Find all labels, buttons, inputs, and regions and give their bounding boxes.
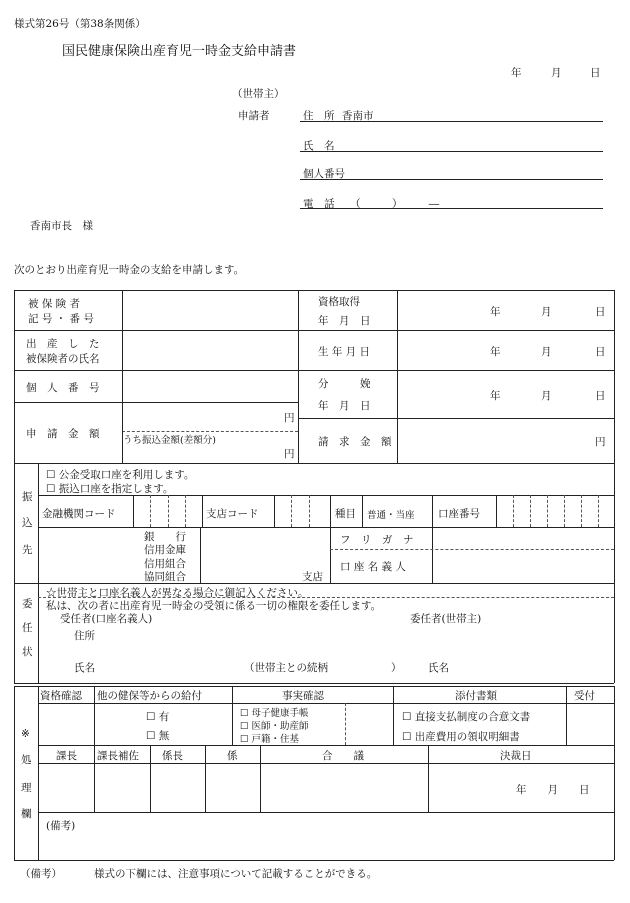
bank-kind-3: 信用組合 bbox=[144, 558, 186, 570]
office-label-1: ※ bbox=[21, 728, 30, 740]
personal-number-row-label: 個 人 番 号 bbox=[26, 382, 100, 394]
transfer-label-3: 先 bbox=[22, 544, 33, 556]
delegation-note: ☆世帯主と口座名義人が異なる場合に御記入ください。 bbox=[46, 587, 309, 599]
delegator-label: 委任者(世帯主) bbox=[410, 613, 482, 625]
account-holder-label: 口 座 名 義 人 bbox=[340, 561, 406, 573]
col-council: 合 議 bbox=[322, 750, 364, 762]
qual-month: 月 bbox=[541, 306, 552, 318]
transfer-label-1: 振 bbox=[22, 491, 33, 503]
office-remarks-label: (備考) bbox=[46, 820, 76, 832]
delivery-day: 日 bbox=[595, 390, 606, 402]
birth-name-label-1: 出 産 し た bbox=[26, 338, 100, 350]
delivery-month: 月 bbox=[541, 390, 552, 402]
qualification-label-2: 年 月 日 bbox=[318, 315, 371, 327]
fact-item-1[interactable]: ☐ 母子健康手帳 bbox=[240, 708, 309, 719]
branch-code-label: 支店コード bbox=[206, 508, 259, 520]
delegator-name-label: 氏名 bbox=[428, 662, 449, 674]
decision-date-value: 年 月 日 bbox=[516, 784, 590, 796]
address-city: 香南市 bbox=[342, 110, 374, 122]
date-month: 月 bbox=[551, 67, 562, 79]
delegate-label: 受任者(口座名義人) bbox=[60, 613, 153, 625]
date-year: 年 bbox=[511, 67, 522, 79]
attach-item-2[interactable]: ☐ 出産費用の領収明細書 bbox=[402, 731, 520, 743]
intro-text: 次のとおり出産育児一時金の支給を申請します。 bbox=[14, 264, 245, 276]
transfer-label-2: 込 bbox=[22, 517, 33, 529]
furigana-label: フ リ ガ ナ bbox=[340, 534, 414, 546]
date-day: 日 bbox=[590, 67, 601, 79]
bank-kind-2: 信用金庫 bbox=[144, 544, 186, 556]
birth-name-label-2: 被保険者の氏名 bbox=[26, 353, 100, 365]
footer-remarks-text: 様式の下欄には、注意事項について記載することができる。 bbox=[94, 868, 378, 880]
delegation-label-2: 任 bbox=[22, 622, 33, 634]
fact-item-3[interactable]: ☐ 戸籍・住基 bbox=[240, 734, 300, 745]
account-number-label: 口座番号 bbox=[438, 508, 480, 520]
qualification-label-1: 資格取得 bbox=[318, 296, 360, 308]
name-line[interactable] bbox=[300, 151, 603, 152]
header-other-benefit: 他の健保等からの給付 bbox=[97, 690, 202, 702]
name-label: 氏 名 bbox=[303, 140, 335, 152]
office-label-4: 欄 bbox=[21, 808, 32, 820]
address-line[interactable] bbox=[300, 121, 603, 122]
form-title: 国民健康保険出産育児一時金支給申請書 bbox=[62, 44, 297, 59]
birth-year: 年 bbox=[490, 346, 501, 358]
apply-amount-yen: 円 bbox=[284, 412, 295, 424]
header-fact-check: 事実確認 bbox=[282, 690, 324, 702]
col-section-chief: 係長 bbox=[162, 750, 183, 762]
bank-kind-1: 銀 行 bbox=[144, 531, 186, 543]
type-label: 種目 bbox=[335, 508, 356, 520]
attach-item-1[interactable]: ☐ 直接支払制度の合意文書 bbox=[402, 711, 531, 723]
qual-day: 日 bbox=[595, 306, 606, 318]
transfer-portion-yen: 円 bbox=[284, 448, 295, 460]
other-benefit-no[interactable]: ☐ 無 bbox=[146, 730, 170, 742]
relation-label: （世帯主との続柄 ） bbox=[244, 662, 402, 674]
delegate-address-label: 住所 bbox=[74, 630, 95, 642]
transfer-portion-label: うち振込金額(差額分) bbox=[123, 435, 216, 446]
footer-remarks-label: （備考） bbox=[20, 868, 62, 880]
bank-kind-4: 協同組合 bbox=[144, 571, 186, 583]
delegation-label-3: 状 bbox=[22, 646, 33, 658]
claim-amount-label: 請 求 金 額 bbox=[318, 436, 392, 448]
branch-label: 支店 bbox=[302, 571, 323, 583]
address-label: 住 所 bbox=[303, 110, 335, 122]
birth-day: 日 bbox=[595, 346, 606, 358]
col-deputy-chief: 課長補佐 bbox=[97, 750, 139, 762]
personal-number-label: 個人番号 bbox=[303, 168, 345, 180]
header-attachments: 添付書類 bbox=[455, 690, 497, 702]
form-number: 様式第26号（第38条関係） bbox=[14, 18, 146, 30]
col-staff: 係 bbox=[227, 750, 238, 762]
other-benefit-yes[interactable]: ☐ 有 bbox=[146, 711, 170, 723]
office-label-2: 処 bbox=[21, 754, 32, 766]
bank-code-label: 金融機関コード bbox=[42, 508, 116, 520]
birth-month: 月 bbox=[541, 346, 552, 358]
delivery-label-1: 分 娩 bbox=[318, 378, 371, 390]
delegation-statement: 私は、次の者に出産育児一時金の受領に係る一切の権限を委任します。 bbox=[46, 600, 382, 612]
insured-number-label-1: 被 保 険 者 bbox=[28, 298, 81, 310]
header-qualification: 資格確認 bbox=[40, 690, 82, 702]
addressee: 香南市長 様 bbox=[30, 220, 93, 232]
delivery-year: 年 bbox=[490, 390, 501, 402]
phone-label: 電 話 bbox=[303, 198, 335, 210]
personal-number-line[interactable] bbox=[300, 179, 603, 180]
header-receipt: 受付 bbox=[574, 690, 595, 702]
qual-year: 年 bbox=[490, 306, 501, 318]
delivery-label-2: 年 月 日 bbox=[318, 400, 371, 412]
office-label-3: 理 bbox=[21, 782, 32, 794]
household-head-label: （世帯主） bbox=[232, 88, 285, 100]
apply-amount-label: 申 請 金 額 bbox=[26, 428, 100, 440]
col-chief: 課長 bbox=[56, 750, 77, 762]
fact-item-2[interactable]: ☐ 医師・助産師 bbox=[240, 721, 309, 732]
type-value[interactable]: 普通・当座 bbox=[367, 510, 415, 521]
insured-number-label-2: 記 号 ・ 番 号 bbox=[28, 313, 94, 325]
applicant-label: 申請者 bbox=[238, 110, 270, 122]
opt-specify-account[interactable]: ☐ 振込口座を指定します。 bbox=[46, 483, 174, 495]
claim-amount-yen: 円 bbox=[595, 436, 606, 448]
opt-public-account[interactable]: ☐ 公金受取口座を利用します。 bbox=[46, 469, 195, 481]
phone-format: （ ） ― bbox=[350, 198, 440, 210]
delegation-label-1: 委 bbox=[22, 598, 33, 610]
delegate-name-label: 氏名 bbox=[74, 662, 95, 674]
col-decision-date: 決裁日 bbox=[500, 750, 532, 762]
phone-line[interactable] bbox=[300, 208, 603, 209]
birth-date-label: 生 年 月 日 bbox=[318, 346, 371, 358]
